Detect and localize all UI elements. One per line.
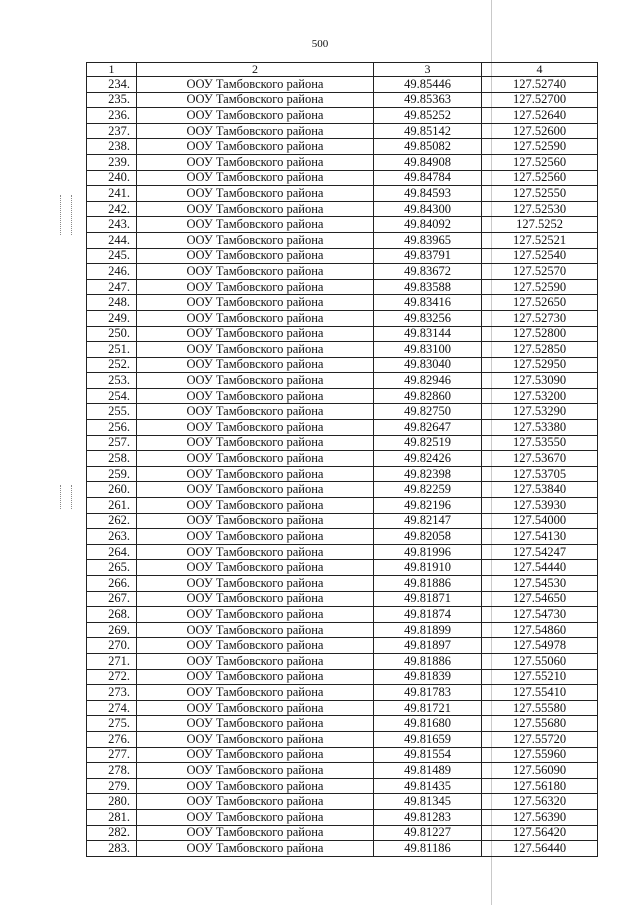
latitude-cell: 49.83965 — [374, 232, 482, 248]
object-name-cell: ООУ Тамбовского района — [137, 77, 374, 93]
longitude-cell: 127.52560 — [482, 170, 598, 186]
latitude-cell: 49.85446 — [374, 77, 482, 93]
longitude-cell: 127.52540 — [482, 248, 598, 264]
table-row — [87, 92, 598, 108]
row-number-cell: 245. — [87, 248, 137, 264]
latitude-cell: 49.81186 — [374, 841, 482, 857]
row-number-cell: 269. — [87, 622, 137, 638]
object-name-cell: ООУ Тамбовского района — [137, 466, 374, 482]
latitude-cell: 49.81283 — [374, 809, 482, 825]
longitude-cell: 127.54730 — [482, 607, 598, 623]
object-name-cell: ООУ Тамбовского района — [137, 607, 374, 623]
coordinates-table — [86, 62, 598, 857]
latitude-cell: 49.81489 — [374, 763, 482, 779]
row-number-cell: 240. — [87, 170, 137, 186]
row-number-cell: 253. — [87, 373, 137, 389]
table-row — [87, 716, 598, 732]
longitude-cell: 127.53840 — [482, 482, 598, 498]
table-row — [87, 201, 598, 217]
row-number-cell: 247. — [87, 279, 137, 295]
row-number-cell: 250. — [87, 326, 137, 342]
longitude-cell: 127.54978 — [482, 638, 598, 654]
row-number-cell: 263. — [87, 529, 137, 545]
latitude-cell: 49.81886 — [374, 576, 482, 592]
longitude-cell: 127.56320 — [482, 794, 598, 810]
table-row — [87, 560, 598, 576]
latitude-cell: 49.81839 — [374, 669, 482, 685]
table-row — [87, 544, 598, 560]
table-row — [87, 700, 598, 716]
longitude-cell: 127.54247 — [482, 544, 598, 560]
longitude-cell: 127.53930 — [482, 498, 598, 514]
row-number-cell: 259. — [87, 466, 137, 482]
table-row — [87, 279, 598, 295]
longitude-cell: 127.55410 — [482, 685, 598, 701]
object-name-cell: ООУ Тамбовского района — [137, 373, 374, 389]
latitude-cell: 49.83588 — [374, 279, 482, 295]
object-name-cell: ООУ Тамбовского района — [137, 498, 374, 514]
row-number-cell: 268. — [87, 607, 137, 623]
longitude-cell: 127.52700 — [482, 92, 598, 108]
latitude-cell: 49.83040 — [374, 357, 482, 373]
table-row — [87, 170, 598, 186]
table-row — [87, 482, 598, 498]
longitude-cell: 127.55680 — [482, 716, 598, 732]
latitude-cell: 49.81554 — [374, 747, 482, 763]
table-header-row — [87, 63, 598, 77]
longitude-cell: 127.54000 — [482, 513, 598, 529]
latitude-cell: 49.81345 — [374, 794, 482, 810]
longitude-cell: 127.52640 — [482, 108, 598, 124]
row-number-cell: 252. — [87, 357, 137, 373]
column-header: 2 — [137, 63, 374, 77]
longitude-cell: 127.52590 — [482, 279, 598, 295]
object-name-cell: ООУ Тамбовского района — [137, 513, 374, 529]
longitude-cell: 127.53200 — [482, 388, 598, 404]
table-row — [87, 264, 598, 280]
object-name-cell: ООУ Тамбовского района — [137, 451, 374, 467]
table-row — [87, 108, 598, 124]
latitude-cell: 49.82259 — [374, 482, 482, 498]
row-number-cell: 264. — [87, 544, 137, 560]
margin-marks — [60, 195, 72, 235]
table-row — [87, 388, 598, 404]
row-number-cell: 280. — [87, 794, 137, 810]
latitude-cell: 49.81659 — [374, 731, 482, 747]
longitude-cell: 127.52530 — [482, 201, 598, 217]
row-number-cell: 267. — [87, 591, 137, 607]
table-row — [87, 404, 598, 420]
object-name-cell: ООУ Тамбовского района — [137, 279, 374, 295]
latitude-cell: 49.81871 — [374, 591, 482, 607]
longitude-cell: 127.56420 — [482, 825, 598, 841]
longitude-cell: 127.53550 — [482, 435, 598, 451]
latitude-cell: 49.82647 — [374, 420, 482, 436]
longitude-cell: 127.56390 — [482, 809, 598, 825]
row-number-cell: 239. — [87, 154, 137, 170]
latitude-cell: 49.81227 — [374, 825, 482, 841]
object-name-cell: ООУ Тамбовского района — [137, 420, 374, 436]
table-row — [87, 607, 598, 623]
latitude-cell: 49.82519 — [374, 435, 482, 451]
longitude-cell: 127.53290 — [482, 404, 598, 420]
object-name-cell: ООУ Тамбовского района — [137, 544, 374, 560]
longitude-cell: 127.52730 — [482, 310, 598, 326]
table-row — [87, 809, 598, 825]
longitude-cell: 127.54440 — [482, 560, 598, 576]
column-header: 3 — [374, 63, 482, 77]
table-row — [87, 154, 598, 170]
longitude-cell: 127.52650 — [482, 295, 598, 311]
object-name-cell: ООУ Тамбовского района — [137, 342, 374, 358]
row-number-cell: 277. — [87, 747, 137, 763]
table-row — [87, 435, 598, 451]
object-name-cell: ООУ Тамбовского района — [137, 357, 374, 373]
latitude-cell: 49.84092 — [374, 217, 482, 233]
table-row — [87, 451, 598, 467]
table-row — [87, 77, 598, 93]
object-name-cell: ООУ Тамбовского района — [137, 248, 374, 264]
row-number-cell: 273. — [87, 685, 137, 701]
table-row — [87, 638, 598, 654]
object-name-cell: ООУ Тамбовского района — [137, 622, 374, 638]
longitude-cell: 127.53705 — [482, 466, 598, 482]
object-name-cell: ООУ Тамбовского района — [137, 482, 374, 498]
table-row — [87, 794, 598, 810]
latitude-cell: 49.81899 — [374, 622, 482, 638]
table-row — [87, 498, 598, 514]
row-number-cell: 244. — [87, 232, 137, 248]
table-row — [87, 622, 598, 638]
object-name-cell: ООУ Тамбовского района — [137, 638, 374, 654]
latitude-cell: 49.84908 — [374, 154, 482, 170]
latitude-cell: 49.81910 — [374, 560, 482, 576]
row-number-cell: 262. — [87, 513, 137, 529]
longitude-cell: 127.55210 — [482, 669, 598, 685]
object-name-cell: ООУ Тамбовского района — [137, 778, 374, 794]
table-row — [87, 342, 598, 358]
row-number-cell: 272. — [87, 669, 137, 685]
object-name-cell: ООУ Тамбовского района — [137, 404, 374, 420]
latitude-cell: 49.83672 — [374, 264, 482, 280]
row-number-cell: 283. — [87, 841, 137, 857]
row-number-cell: 275. — [87, 716, 137, 732]
row-number-cell: 238. — [87, 139, 137, 155]
table-row — [87, 326, 598, 342]
table-row — [87, 841, 598, 857]
latitude-cell: 49.81721 — [374, 700, 482, 716]
table-row — [87, 466, 598, 482]
object-name-cell: ООУ Тамбовского района — [137, 435, 374, 451]
latitude-cell: 49.82058 — [374, 529, 482, 545]
object-name-cell: ООУ Тамбовского района — [137, 825, 374, 841]
object-name-cell: ООУ Тамбовского района — [137, 388, 374, 404]
latitude-cell: 49.85082 — [374, 139, 482, 155]
row-number-cell: 257. — [87, 435, 137, 451]
object-name-cell: ООУ Тамбовского района — [137, 669, 374, 685]
longitude-cell: 127.52740 — [482, 77, 598, 93]
table-row — [87, 248, 598, 264]
longitude-cell: 127.54860 — [482, 622, 598, 638]
row-number-cell: 270. — [87, 638, 137, 654]
latitude-cell: 49.82860 — [374, 388, 482, 404]
table-row — [87, 420, 598, 436]
row-number-cell: 279. — [87, 778, 137, 794]
latitude-cell: 49.82426 — [374, 451, 482, 467]
row-number-cell: 265. — [87, 560, 137, 576]
object-name-cell: ООУ Тамбовского района — [137, 264, 374, 280]
table-row — [87, 139, 598, 155]
latitude-cell: 49.81996 — [374, 544, 482, 560]
latitude-cell: 49.81886 — [374, 653, 482, 669]
page-number: 500 — [311, 38, 329, 50]
object-name-cell: ООУ Тамбовского района — [137, 794, 374, 810]
object-name-cell: ООУ Тамбовского района — [137, 591, 374, 607]
row-number-cell: 256. — [87, 420, 137, 436]
object-name-cell: ООУ Тамбовского района — [137, 217, 374, 233]
latitude-cell: 49.83144 — [374, 326, 482, 342]
longitude-cell: 127.56440 — [482, 841, 598, 857]
latitude-cell: 49.83791 — [374, 248, 482, 264]
row-number-cell: 249. — [87, 310, 137, 326]
longitude-cell: 127.52521 — [482, 232, 598, 248]
object-name-cell: ООУ Тамбовского района — [137, 560, 374, 576]
object-name-cell: ООУ Тамбовского района — [137, 653, 374, 669]
object-name-cell: ООУ Тамбовского района — [137, 154, 374, 170]
object-name-cell: ООУ Тамбовского района — [137, 841, 374, 857]
row-number-cell: 242. — [87, 201, 137, 217]
longitude-cell: 127.56090 — [482, 763, 598, 779]
object-name-cell: ООУ Тамбовского района — [137, 685, 374, 701]
row-number-cell: 261. — [87, 498, 137, 514]
object-name-cell: ООУ Тамбовского района — [137, 139, 374, 155]
longitude-cell: 127.55720 — [482, 731, 598, 747]
latitude-cell: 49.83256 — [374, 310, 482, 326]
table-row — [87, 357, 598, 373]
latitude-cell: 49.81874 — [374, 607, 482, 623]
longitude-cell: 127.55580 — [482, 700, 598, 716]
longitude-cell: 127.52600 — [482, 123, 598, 139]
longitude-cell: 127.53670 — [482, 451, 598, 467]
object-name-cell: ООУ Тамбовского района — [137, 170, 374, 186]
object-name-cell: ООУ Тамбовского района — [137, 232, 374, 248]
longitude-cell: 127.54130 — [482, 529, 598, 545]
row-number-cell: 236. — [87, 108, 137, 124]
longitude-cell: 127.55060 — [482, 653, 598, 669]
table-row — [87, 373, 598, 389]
table-row — [87, 576, 598, 592]
row-number-cell: 276. — [87, 731, 137, 747]
object-name-cell: ООУ Тамбовского района — [137, 763, 374, 779]
row-number-cell: 260. — [87, 482, 137, 498]
longitude-cell: 127.55960 — [482, 747, 598, 763]
row-number-cell: 251. — [87, 342, 137, 358]
latitude-cell: 49.82750 — [374, 404, 482, 420]
table-row — [87, 232, 598, 248]
object-name-cell: ООУ Тамбовского района — [137, 186, 374, 202]
latitude-cell: 49.81435 — [374, 778, 482, 794]
latitude-cell: 49.85363 — [374, 92, 482, 108]
latitude-cell: 49.81897 — [374, 638, 482, 654]
latitude-cell: 49.85142 — [374, 123, 482, 139]
longitude-cell: 127.53380 — [482, 420, 598, 436]
object-name-cell: ООУ Тамбовского района — [137, 716, 374, 732]
table-row — [87, 529, 598, 545]
object-name-cell: ООУ Тамбовского района — [137, 108, 374, 124]
longitude-cell: 127.52800 — [482, 326, 598, 342]
latitude-cell: 49.82147 — [374, 513, 482, 529]
table-row — [87, 825, 598, 841]
latitude-cell: 49.81680 — [374, 716, 482, 732]
object-name-cell: ООУ Тамбовского района — [137, 295, 374, 311]
longitude-cell: 127.52550 — [482, 186, 598, 202]
latitude-cell: 49.82398 — [374, 466, 482, 482]
row-number-cell: 235. — [87, 92, 137, 108]
row-number-cell: 274. — [87, 700, 137, 716]
row-number-cell: 234. — [87, 77, 137, 93]
latitude-cell: 49.83100 — [374, 342, 482, 358]
object-name-cell: ООУ Тамбовского района — [137, 731, 374, 747]
row-number-cell: 278. — [87, 763, 137, 779]
object-name-cell: ООУ Тамбовского района — [137, 201, 374, 217]
longitude-cell: 127.52950 — [482, 357, 598, 373]
table-row — [87, 778, 598, 794]
table-row — [87, 186, 598, 202]
latitude-cell: 49.81783 — [374, 685, 482, 701]
row-number-cell: 255. — [87, 404, 137, 420]
table-row — [87, 747, 598, 763]
object-name-cell: ООУ Тамбовского района — [137, 326, 374, 342]
longitude-cell: 127.52590 — [482, 139, 598, 155]
object-name-cell: ООУ Тамбовского района — [137, 92, 374, 108]
table-row — [87, 685, 598, 701]
longitude-cell: 127.52560 — [482, 154, 598, 170]
object-name-cell: ООУ Тамбовского района — [137, 576, 374, 592]
row-number-cell: 281. — [87, 809, 137, 825]
row-number-cell: 282. — [87, 825, 137, 841]
table-row — [87, 217, 598, 233]
object-name-cell: ООУ Тамбовского района — [137, 529, 374, 545]
table-row — [87, 653, 598, 669]
latitude-cell: 49.84784 — [374, 170, 482, 186]
row-number-cell: 243. — [87, 217, 137, 233]
longitude-cell: 127.52850 — [482, 342, 598, 358]
row-number-cell: 241. — [87, 186, 137, 202]
longitude-cell: 127.54530 — [482, 576, 598, 592]
longitude-cell: 127.54650 — [482, 591, 598, 607]
row-number-cell: 258. — [87, 451, 137, 467]
object-name-cell: ООУ Тамбовского района — [137, 747, 374, 763]
object-name-cell: ООУ Тамбовского района — [137, 310, 374, 326]
row-number-cell: 271. — [87, 653, 137, 669]
row-number-cell: 248. — [87, 295, 137, 311]
table-row — [87, 763, 598, 779]
column-header: 1 — [87, 63, 137, 77]
table-row — [87, 295, 598, 311]
table-row — [87, 123, 598, 139]
table-row — [87, 513, 598, 529]
margin-marks — [60, 485, 72, 509]
table-row — [87, 310, 598, 326]
latitude-cell: 49.83416 — [374, 295, 482, 311]
longitude-cell: 127.5252 — [482, 217, 598, 233]
longitude-cell: 127.52570 — [482, 264, 598, 280]
row-number-cell: 246. — [87, 264, 137, 280]
table-row — [87, 731, 598, 747]
object-name-cell: ООУ Тамбовского района — [137, 123, 374, 139]
latitude-cell: 49.82196 — [374, 498, 482, 514]
table-row — [87, 591, 598, 607]
longitude-cell: 127.56180 — [482, 778, 598, 794]
latitude-cell: 49.84593 — [374, 186, 482, 202]
row-number-cell: 266. — [87, 576, 137, 592]
column-header: 4 — [482, 63, 598, 77]
latitude-cell: 49.85252 — [374, 108, 482, 124]
latitude-cell: 49.82946 — [374, 373, 482, 389]
row-number-cell: 237. — [87, 123, 137, 139]
row-number-cell: 254. — [87, 388, 137, 404]
table-row — [87, 669, 598, 685]
object-name-cell: ООУ Тамбовского района — [137, 700, 374, 716]
object-name-cell: ООУ Тамбовского района — [137, 809, 374, 825]
latitude-cell: 49.84300 — [374, 201, 482, 217]
longitude-cell: 127.53090 — [482, 373, 598, 389]
